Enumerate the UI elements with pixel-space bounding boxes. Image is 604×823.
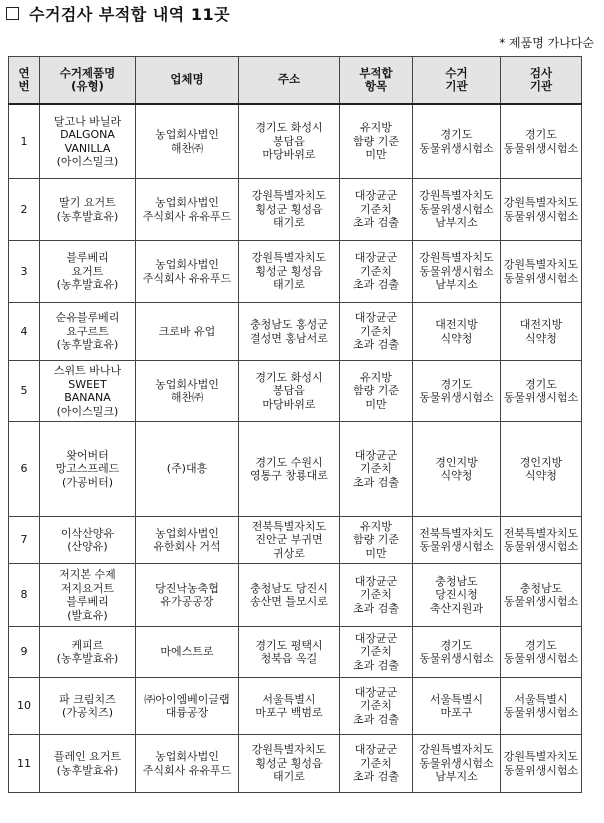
- cell-no: 5: [9, 361, 40, 422]
- cell-address: 충청남도 홍성군 결성면 홍남서로: [239, 303, 340, 361]
- cell-violation: 대장균군 기준치 초과 검출: [340, 678, 413, 735]
- cell-company: ㈜아이엠베이글랩 대륭공장: [136, 678, 239, 735]
- nonconformity-table: [8, 56, 582, 793]
- cell-collector: 전북특별자치도 동물위생시험소: [413, 517, 501, 564]
- table-row: [9, 422, 582, 517]
- table-row: [9, 517, 582, 564]
- cell-inspector: 전북특별자치도 동물위생시험소: [501, 517, 582, 564]
- cell-address: 경기도 화성시 봉담읍 마당바위로: [239, 104, 340, 179]
- cell-violation: 유지방 함량 기준 미만: [340, 361, 413, 422]
- cell-inspector: 경기도 동물위생시험소: [501, 361, 582, 422]
- cell-company: 농업회사법인 해찬㈜: [136, 104, 239, 179]
- cell-company: 크로바 유업: [136, 303, 239, 361]
- table-header-row: [9, 57, 582, 105]
- cell-product: 플레인 요거트 (농후발효유): [40, 735, 136, 793]
- cell-no: 1: [9, 104, 40, 179]
- cell-inspector: 서울특별시 동물위생시험소: [501, 678, 582, 735]
- cell-inspector: 강원특별자치도 동물위생시험소: [501, 241, 582, 303]
- header-inspector: 검사 기관: [501, 57, 582, 105]
- cell-company: 당진낙농축협 유가공공장: [136, 564, 239, 627]
- cell-company: (주)대흥: [136, 422, 239, 517]
- cell-address: 강원특별자치도 횡성군 횡성읍 태기로: [239, 179, 340, 241]
- cell-inspector: 경기도 동물위생시험소: [501, 627, 582, 678]
- cell-company: 농업회사법인 주식회사 유유푸드: [136, 179, 239, 241]
- cell-product: 딸기 요거트 (농후발효유): [40, 179, 136, 241]
- header-collector: 수거 기관: [413, 57, 501, 105]
- cell-address: 경기도 수원시 영통구 창룡대로: [239, 422, 340, 517]
- cell-no: 2: [9, 179, 40, 241]
- cell-violation: 대장균군 기준치 초과 검출: [340, 241, 413, 303]
- cell-company: 농업회사법인 주식회사 유유푸드: [136, 241, 239, 303]
- cell-violation: 대장균군 기준치 초과 검출: [340, 422, 413, 517]
- cell-collector: 서울특별시 마포구: [413, 678, 501, 735]
- cell-product: 파 크림치즈 (가공치즈): [40, 678, 136, 735]
- cell-no: 3: [9, 241, 40, 303]
- cell-no: 10: [9, 678, 40, 735]
- cell-violation: 대장균군 기준치 초과 검출: [340, 735, 413, 793]
- sort-note: * 제품명 가나다순: [499, 36, 594, 50]
- table-row: [9, 678, 582, 735]
- header-violation: 부적합 항목: [340, 57, 413, 105]
- header-no: 연 번: [9, 57, 40, 105]
- cell-inspector: 경기도 동물위생시험소: [501, 104, 582, 179]
- cell-collector: 대전지방 식약청: [413, 303, 501, 361]
- cell-product: 저지본 수제 저지요거트 블루베리 (발효유): [40, 564, 136, 627]
- cell-collector: 경인지방 식약청: [413, 422, 501, 517]
- cell-violation: 대장균군 기준치 초과 검출: [340, 564, 413, 627]
- cell-collector: 강원특별자치도 동물위생시험소 남부지소: [413, 241, 501, 303]
- table-row: [9, 564, 582, 627]
- cell-product: 달고나 바닐라 DALGONA VANILLA (아이스밀크): [40, 104, 136, 179]
- cell-violation: 대장균군 기준치 초과 검출: [340, 627, 413, 678]
- cell-product: 왓어버터 망고스프레드 (가공버터): [40, 422, 136, 517]
- cell-address: 강원특별자치도 횡성군 횡성읍 태기로: [239, 241, 340, 303]
- cell-product: 이삭산양유 (산양유): [40, 517, 136, 564]
- cell-inspector: 대전지방 식약청: [501, 303, 582, 361]
- cell-no: 8: [9, 564, 40, 627]
- cell-collector: 강원특별자치도 동물위생시험소 남부지소: [413, 735, 501, 793]
- table-row: [9, 179, 582, 241]
- header-company: 업체명: [136, 57, 239, 105]
- cell-address: 강원특별자치도 횡성군 횡성읍 태기로: [239, 735, 340, 793]
- table-row: [9, 303, 582, 361]
- header-address: 주소: [239, 57, 340, 105]
- cell-address: 서울특별시 마포구 백범로: [239, 678, 340, 735]
- cell-product: 케피르 (농후발효유): [40, 627, 136, 678]
- cell-address: 전북특별자치도 진안군 부귀면 귀상로: [239, 517, 340, 564]
- cell-no: 4: [9, 303, 40, 361]
- cell-no: 9: [9, 627, 40, 678]
- cell-violation: 대장균군 기준치 초과 검출: [340, 303, 413, 361]
- cell-company: 농업회사법인 유한회사 거석: [136, 517, 239, 564]
- cell-no: 7: [9, 517, 40, 564]
- table-row: [9, 627, 582, 678]
- table-row: [9, 241, 582, 303]
- cell-violation: 대장균군 기준치 초과 검출: [340, 179, 413, 241]
- cell-address: 경기도 화성시 봉담읍 마당바위로: [239, 361, 340, 422]
- cell-collector: 경기도 동물위생시험소: [413, 104, 501, 179]
- cell-product: 순유블루베리 요구르트 (농후발효유): [40, 303, 136, 361]
- cell-collector: 강원특별자치도 동물위생시험소 남부지소: [413, 179, 501, 241]
- table-row: [9, 735, 582, 793]
- cell-company: 마에스트로: [136, 627, 239, 678]
- cell-address: 충청남도 당진시 송산면 틀모시로: [239, 564, 340, 627]
- cell-company: 농업회사법인 주식회사 유유푸드: [136, 735, 239, 793]
- table-row: [9, 104, 582, 179]
- table-row: [9, 361, 582, 422]
- cell-inspector: 경인지방 식약청: [501, 422, 582, 517]
- cell-inspector: 강원특별자치도 동물위생시험소: [501, 735, 582, 793]
- cell-inspector: 충청남도 동물위생시험소: [501, 564, 582, 627]
- cell-product: 블루베리 요거트 (농후발효유): [40, 241, 136, 303]
- cell-violation: 유지방 함량 기준 미만: [340, 517, 413, 564]
- page-title: 수거검사 부적합 내역 11곳: [29, 4, 231, 24]
- cell-collector: 충청남도 당진시청 축산지원과: [413, 564, 501, 627]
- cell-violation: 유지방 함량 기준 미만: [340, 104, 413, 179]
- section-heading: [6, 2, 230, 24]
- cell-no: 6: [9, 422, 40, 517]
- cell-company: 농업회사법인 해찬㈜: [136, 361, 239, 422]
- cell-collector: 경기도 동물위생시험소: [413, 361, 501, 422]
- cell-inspector: 강원특별자치도 동물위생시험소: [501, 179, 582, 241]
- cell-product: 스위트 바나나 SWEET BANANA (아이스밀크): [40, 361, 136, 422]
- cell-address: 경기도 평택시 청북읍 옥길: [239, 627, 340, 678]
- cell-no: 11: [9, 735, 40, 793]
- header-product: 수거제품명 (유형): [40, 57, 136, 105]
- cell-collector: 경기도 동물위생시험소: [413, 627, 501, 678]
- checkbox-square-icon: [6, 7, 19, 20]
